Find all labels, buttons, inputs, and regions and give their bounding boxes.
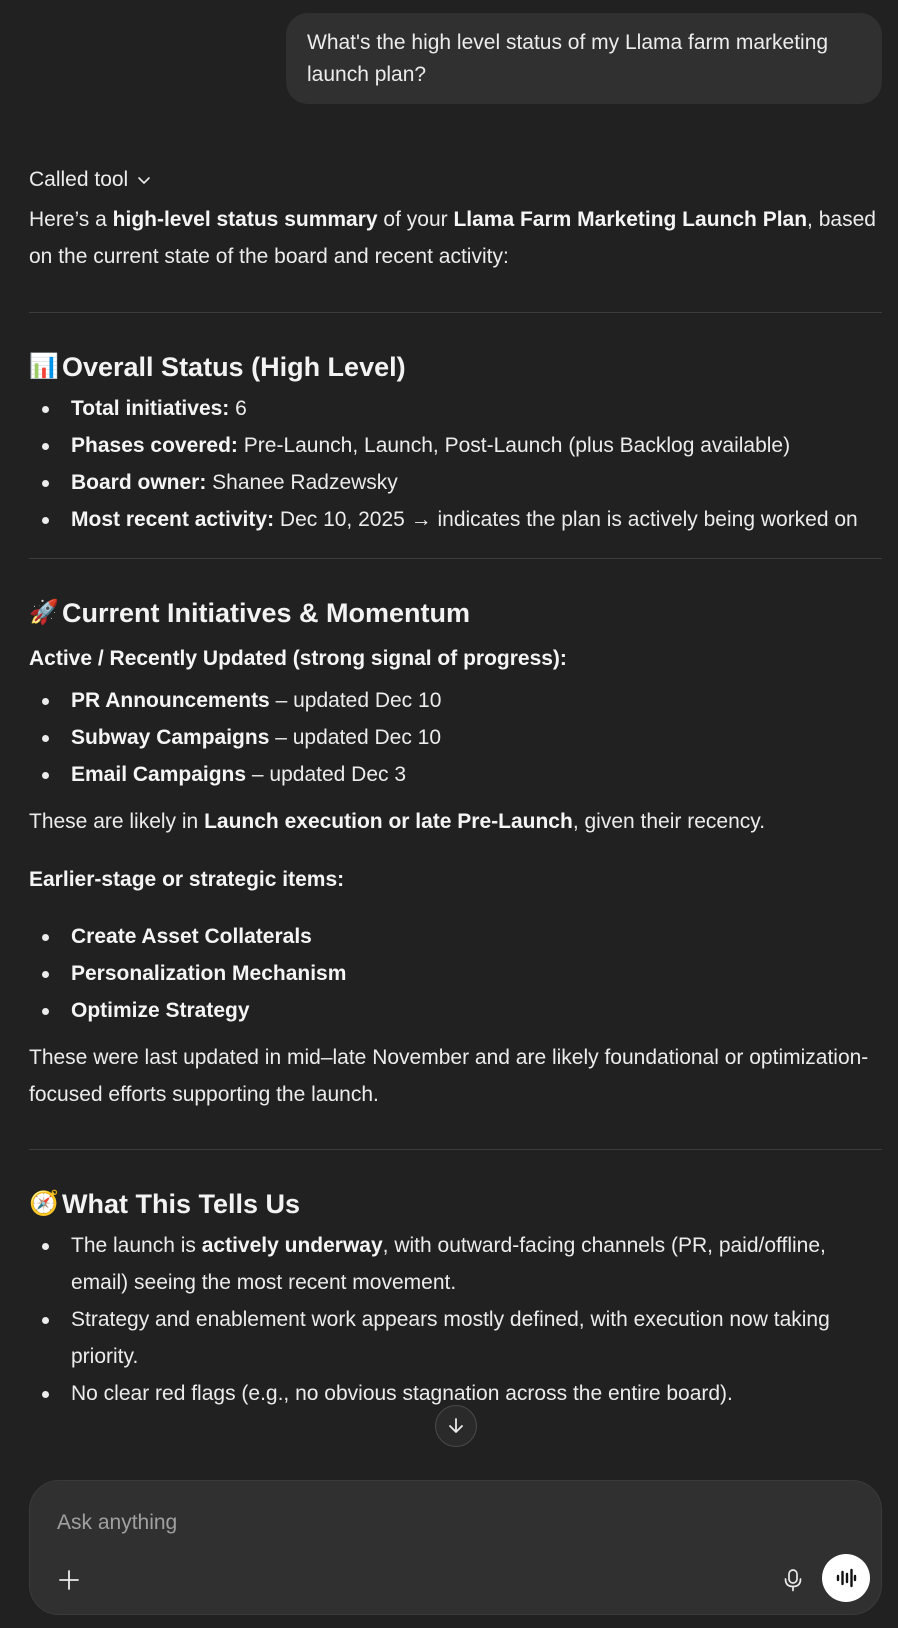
rocket-icon: 🚀 (29, 599, 59, 626)
list-item: PR Announcements – updated Dec 10 (29, 682, 882, 719)
composer (29, 1480, 882, 1615)
prompt-input[interactable] (57, 1505, 817, 1541)
list-item: The launch is actively underway, with outward-facing channels (PR, paid/offline, email) seeing the most recent movement. (29, 1227, 882, 1301)
list-item: Subway Campaigns – updated Dec 10 (29, 719, 882, 756)
divider (29, 558, 882, 559)
compass-icon: 🧭 (29, 1190, 59, 1217)
microphone-icon (782, 1568, 804, 1592)
initiatives-heading: 🚀 Current Initiatives & Momentum (29, 595, 882, 631)
earlier-items-label: Earlier-stage or strategic items: (29, 868, 345, 891)
likely-paragraph: These are likely in Launch execution or late Pre-Launch, given their recency. (29, 810, 766, 833)
earlier-note: These were last updated in mid–late November and are likely foundational or optimization-focused efforts supporting the launch. (29, 1046, 869, 1106)
list-item: Phases covered: Pre-Launch, Launch, Post-Launch (plus Backlog available) (29, 427, 882, 464)
earlier-items-list (29, 918, 882, 1029)
active-items-label: Active / Recently Updated (strong signal of progress): (29, 647, 567, 670)
plus-icon (58, 1569, 80, 1591)
assistant-reply (29, 162, 882, 1412)
voice-mode-button[interactable] (822, 1554, 870, 1602)
voice-mode-icon (834, 1566, 858, 1590)
list-item: Strategy and enablement work appears mostly defined, with execution now taking priority. (29, 1301, 882, 1375)
overall-status-list (29, 390, 882, 538)
user-message-bubble (286, 13, 882, 104)
chevron-down-icon (136, 172, 152, 188)
list-item: Optimize Strategy (29, 992, 882, 1029)
user-message-text: What's the high level status of my Llama farm marketing launch plan? (307, 31, 829, 86)
list-item: Most recent activity: Dec 10, 2025 → indicates the plan is actively being worked on (29, 501, 882, 538)
bar-chart-icon: 📊 (29, 353, 59, 380)
divider (29, 1149, 882, 1150)
list-item: Personalization Mechanism (29, 955, 882, 992)
active-items-list (29, 682, 882, 793)
list-item: Email Campaigns – updated Dec 3 (29, 756, 882, 793)
tells-heading: 🧭 What This Tells Us (29, 1186, 882, 1222)
called-tool-label: Called tool (29, 168, 129, 191)
list-item: No clear red flags (e.g., no obvious stagnation across the entire board). (29, 1375, 882, 1412)
list-item: Create Asset Collaterals (29, 918, 882, 955)
scroll-to-bottom-button[interactable] (435, 1405, 477, 1447)
list-item: Board owner: Shanee Radzewsky (29, 464, 882, 501)
called-tool-toggle[interactable] (29, 162, 152, 198)
tells-list (29, 1227, 882, 1412)
arrow-down-icon (446, 1416, 466, 1436)
intro-paragraph: Here’s a high-level status summary of your Llama Farm Marketing Launch Plan, based on the current state of the board and recent activity: (29, 208, 876, 268)
add-attachment-button[interactable] (52, 1563, 86, 1597)
dictate-button[interactable] (776, 1563, 810, 1597)
overall-status-heading: 📊 Overall Status (High Level) (29, 349, 882, 385)
list-item: Total initiatives: 6 (29, 390, 882, 427)
divider (29, 312, 882, 313)
